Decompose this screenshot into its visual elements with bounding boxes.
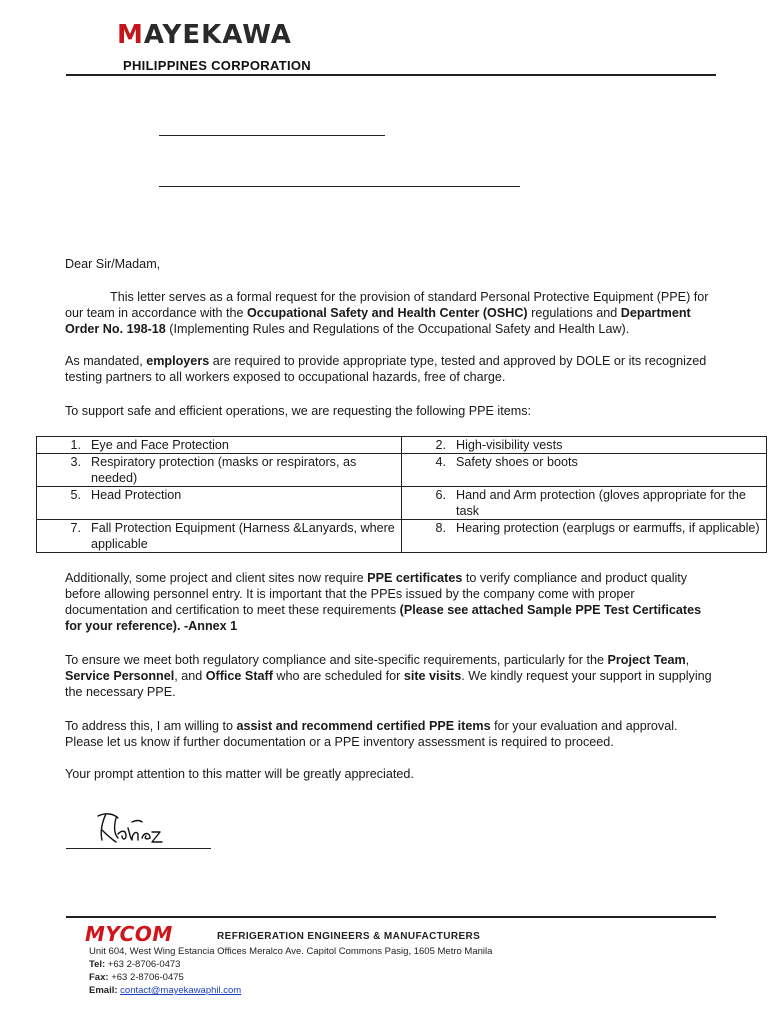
- salutation: Dear Sir/Madam,: [65, 257, 161, 271]
- email-link[interactable]: contact@mayekawaphil.com: [120, 985, 242, 996]
- ppe-items-table: [36, 436, 767, 553]
- company-contact-block: Unit 604, West Wing Estancia Offices Meralco Ave. Capitol Commons Pasig, 1605 Metro Manila Tel: +63 2-8706-0473 Fax: +63 2-8706-0475 Email: contact@mayekawaphil.com: [89, 946, 493, 996]
- signature-line: [66, 848, 211, 849]
- mycom-logo: MYCOM: [85, 922, 173, 946]
- logo-m: M: [117, 20, 144, 50]
- ppe-item: Hand and Arm protection (gloves appropriate for the task: [456, 488, 746, 518]
- table-row: 7. Fall Protection Equipment (Harness &Lanyards, where applicable 8. Hearing protection (earplugs or earmuffs, if applicable): [37, 520, 767, 553]
- ppe-item: Respiratory protection (masks or respirators, as needed): [91, 455, 357, 485]
- recipient-name-line: [159, 135, 385, 136]
- ppe-item: Fall Protection Equipment (Harness &Lanyards, where applicable: [91, 521, 395, 551]
- company-tagline: REFRIGERATION ENGINEERS & MANUFACTURERS: [217, 931, 481, 942]
- table-row: 3. Respiratory protection (masks or respirators, as needed) 4. Safety shoes or boots: [37, 454, 767, 487]
- corporation-name: PHILIPPINES CORPORATION: [123, 58, 311, 73]
- ppe-item: High-visibility vests: [456, 438, 563, 452]
- closing-line: Your prompt attention to this matter will be greatly appreciated.: [65, 767, 414, 781]
- ppe-item: Eye and Face Protection: [91, 438, 229, 452]
- header-divider: [66, 74, 716, 76]
- footer-divider: [66, 916, 716, 918]
- address: Unit 604, West Wing Estancia Offices Meralco Ave. Capitol Commons Pasig, 1605 Metro Manila: [89, 946, 493, 957]
- paragraph-1: This letter serves as a formal request for the provision of standard Personal Protective Equipment (PPE) for our team in accordance with the Occupational Safety and Health Center (OSHC) regulations and Department Order No. 198-18 (Implementing Rules and Regulations of the Occupational Safety and Health Law).: [65, 290, 709, 336]
- paragraph-5: To ensure we meet both regulatory compliance and site-specific requirements, particularly for the Project Team, Service Personnel, and Office Staff who are scheduled for site visits. We kindly request your support in supplying the necessary PPE.: [65, 653, 712, 699]
- table-row: 1. Eye and Face Protection 2. High-visibility vests: [37, 437, 767, 454]
- paragraph-2: As mandated, employers are required to provide appropriate type, tested and approved by DOLE or its recognized testing partners to all workers exposed to occupational hazards, free of charge.: [65, 354, 707, 384]
- logo-text: AYEKAWA: [143, 20, 292, 50]
- paragraph-3: To support safe and efficient operations, we are requesting the following PPE items:: [65, 404, 532, 418]
- ppe-item: Head Protection: [91, 488, 182, 502]
- paragraph-6: To address this, I am willing to assist and recommend certified PPE items for your evaluation and approval. Please let us know if further documentation or a PPE inventory assessment is required to proceed.: [65, 719, 678, 749]
- recipient-address-line: [159, 186, 520, 187]
- telephone: +63 2-8706-0473: [107, 959, 181, 970]
- ppe-item: Hearing protection (earplugs or earmuffs, if applicable): [456, 521, 760, 535]
- table-row: 5. Head Protection 6. Hand and Arm protection (gloves appropriate for the task: [37, 487, 767, 520]
- fax: +63 2-8706-0475: [111, 972, 184, 983]
- paragraph-4: Additionally, some project and client sites now require PPE certificates to verify compliance and product quality before allowing personnel entry. It is important that the PPEs issued by the company come with proper documentation and certification to meet these requirements (Please see attached Sample PPE Test Certificates for your reference). -Annex 1: [65, 571, 702, 633]
- signature-drawing: [92, 808, 172, 850]
- company-logo: [117, 22, 292, 48]
- ppe-item: Safety shoes or boots: [456, 455, 578, 469]
